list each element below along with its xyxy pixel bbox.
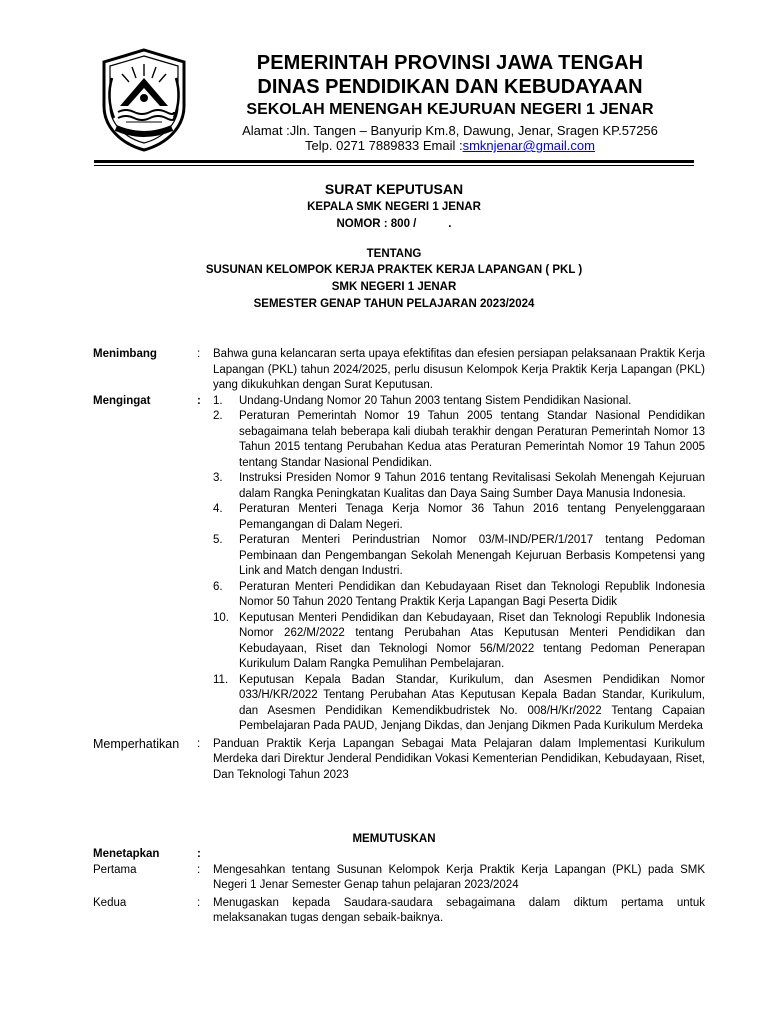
list-item (213, 580, 705, 611)
email-link[interactable]: smknjenar@gmail.com (462, 138, 595, 153)
menetapkan-row (93, 847, 705, 863)
letterhead-school: SEKOLAH MENENGAH KEJURUAN NEGERI 1 JENAR (246, 101, 654, 118)
list-item (213, 533, 705, 580)
list-text: Instruksi Presiden Nomor 9 Tahun 2016 tentang Revitalisasi Sekolah Menengah Kejuruan dalam Rangka Peningkatan Kualitas dan Daya Saing Sumber Daya Manusia Indonesia. (239, 472, 705, 500)
list-number: 4. (213, 503, 223, 515)
letterhead-department: DINAS PENDIDIKAN DAN KEBUDAYAAN (257, 76, 643, 98)
subject-line-2: SMK NEGERI 1 JENAR (331, 281, 457, 293)
list-text: Peraturan Menteri Tenaga Kerja Nomor 36 Tahun 2016 tentang Penyelenggaraan Pemangangan di Dalam Negeri. (239, 503, 705, 531)
province-emblem-logo (98, 48, 190, 152)
mengingat-list (213, 394, 705, 735)
list-number: 10. (213, 611, 229, 624)
considerations-section (93, 347, 705, 783)
memperhatikan-row (93, 737, 705, 784)
subject-line-3: SEMESTER GENAP TAHUN PELAJARAN 2023/2024 (253, 298, 535, 310)
kedua-text: Menugaskan kepada Saudara-saudara sebagaimana dalam diktum pertama untuk melaksanakan tugas dengan sebaik-baiknya. (213, 896, 705, 924)
menimbang-row (93, 347, 705, 394)
about-heading: TENTANG (366, 248, 422, 260)
list-number: 5. (213, 534, 223, 546)
list-text: Keputusan Menteri Pendidikan dan Kebudayaan, Riset dan Teknologi Republik Indonesia Nomor 262/M/2022 tentang Perubahan Atas Keputusan Menteri Pendidikan dan Kebudayaan, Riset dan Teknologi Nomor 56/M/2022 tentang Pedoman Penerapan Kurikulum Dalam Rangka Pemulihan Pembelajaran. (239, 611, 705, 670)
kedua-row (93, 896, 705, 927)
memperhatikan-text: Panduan Praktik Kerja Lapangan Sebagai Mata Pelajaran dalam Implementasi Kurikulum Merdeka dari Direktur Jenderal Pendidikan Vokasi Kementerian Pendidikan, Kebudayaan, Riset, Dan Teknologi Tahun 2023 (213, 737, 705, 781)
letterhead-contact (210, 138, 690, 153)
list-text: Peraturan Menteri Pendidikan dan Kebudayaan Riset dan Teknologi Republik Indonesia Nomor 50 Tahun 2020 Tentang Praktik Kerja Lapangan Bagi Peserta Didik (239, 580, 705, 608)
kedua-label: Kedua (93, 896, 127, 909)
pertama-label: Pertama (93, 863, 137, 876)
colon: : (197, 737, 201, 750)
subject-line-1: SUSUNAN KELOMPOK KERJA PRAKTEK KERJA LAPANGAN ( PKL ) (205, 264, 583, 276)
letterhead-divider-thin (94, 165, 694, 166)
list-item (213, 409, 705, 471)
colon: : (197, 863, 201, 876)
menetapkan-label: Menetapkan (93, 848, 160, 860)
mengingat-label: Mengingat (93, 394, 151, 407)
menimbang-text: Bahwa guna kelancaran serta upaya efektifitas dan efesien persiapan pelaksanaan Praktik Kerja Lapangan (PKL) tahun 2024/2025, perlu disusun Kelompok Kerja Praktik Kerja Lapangan (PKL) yang dikukuhkan dengan Surat Keputusan. (213, 348, 705, 391)
list-number: 3. (213, 472, 223, 484)
list-item (213, 611, 705, 673)
letterhead-government: PEMERINTAH PROVINSI JAWA TENGAH (256, 52, 644, 74)
list-item (213, 394, 705, 410)
letterhead-divider-thick (94, 160, 694, 163)
document-issuer: KEPALA SMK NEGERI 1 JENAR (307, 201, 481, 213)
list-number: 6. (213, 580, 223, 593)
list-text: Peraturan Pemerintah Nomor 19 Tahun 2005 tentang Standar Nasional Pendidikan sebagaimana telah beberapa kali diubah terakhir dengan Peraturan Pemerintah Nomor 13 Tahun 2015 tentang Perubahan Kedua atas Peraturan Pemerintah Nomor 19 Tahun 2005 tentang Standar Nasional Pendidikan. (239, 410, 705, 469)
letterhead-address: Alamat :Jln. Tangen – Banyurip Km.8, Dawung, Jenar, Sragen KP.57256 (242, 123, 658, 138)
pertama-text: Mengesahkan tentang Susunan Kelompok Kerja Praktik Kerja Lapangan (PKL) pada SMK Negeri 1 Jenar Semester Genap tahun pelajaran 2023/2024 (213, 863, 705, 891)
menimbang-label: Menimbang (93, 348, 157, 360)
memperhatikan-label: Memperhatikan (93, 736, 180, 751)
list-item (213, 673, 705, 735)
list-number: 1. (213, 394, 223, 407)
list-number: 2. (213, 410, 223, 422)
list-item (213, 471, 705, 502)
list-text: Peraturan Menteri Perindustrian Nomor 03/M-IND/PER/1/2017 tentang Pedoman Pembinaan dan Pengembangan Sekolah Menengah Kejuruan Berbasis Kompetensi yang Link and Match dengan Industri. (239, 534, 705, 577)
colon: : (197, 348, 201, 360)
colon: : (197, 896, 201, 909)
list-number: 11. (213, 673, 229, 686)
list-text: Keputusan Kepala Badan Standar, Kurikulum, dan Asesmen Pendidikan Nomor 033/H/KR/2022 Tentang Perubahan Atas Keputusan Kepala Badan Standar, Kurikulum, dan Asesmen Pendidikan Kemendikbudristek No. 008/H/Kr/2022 Tentang Capaian Pembelajaran Pada PAUD, Jenjang Dikdas, dan Jenjang Dikmen Pada Kurikulum Merdeka (239, 673, 705, 732)
list-text: Undang-Undang Nomor 20 Tahun 2003 tentang Sistem Pendidikan Nasional. (239, 394, 632, 407)
decision-section (93, 847, 705, 927)
document-type: SURAT KEPUTUSAN (324, 181, 464, 197)
phone-text: Telp. 0271 7889833 Email : (305, 138, 463, 153)
pertama-row (93, 863, 705, 894)
colon: : (197, 848, 201, 860)
colon: : (197, 394, 201, 407)
list-item (213, 502, 705, 533)
document-number: NOMOR : 800 / . (336, 218, 452, 230)
decision-heading: MEMUTUSKAN (352, 833, 436, 845)
mengingat-row (93, 394, 705, 735)
